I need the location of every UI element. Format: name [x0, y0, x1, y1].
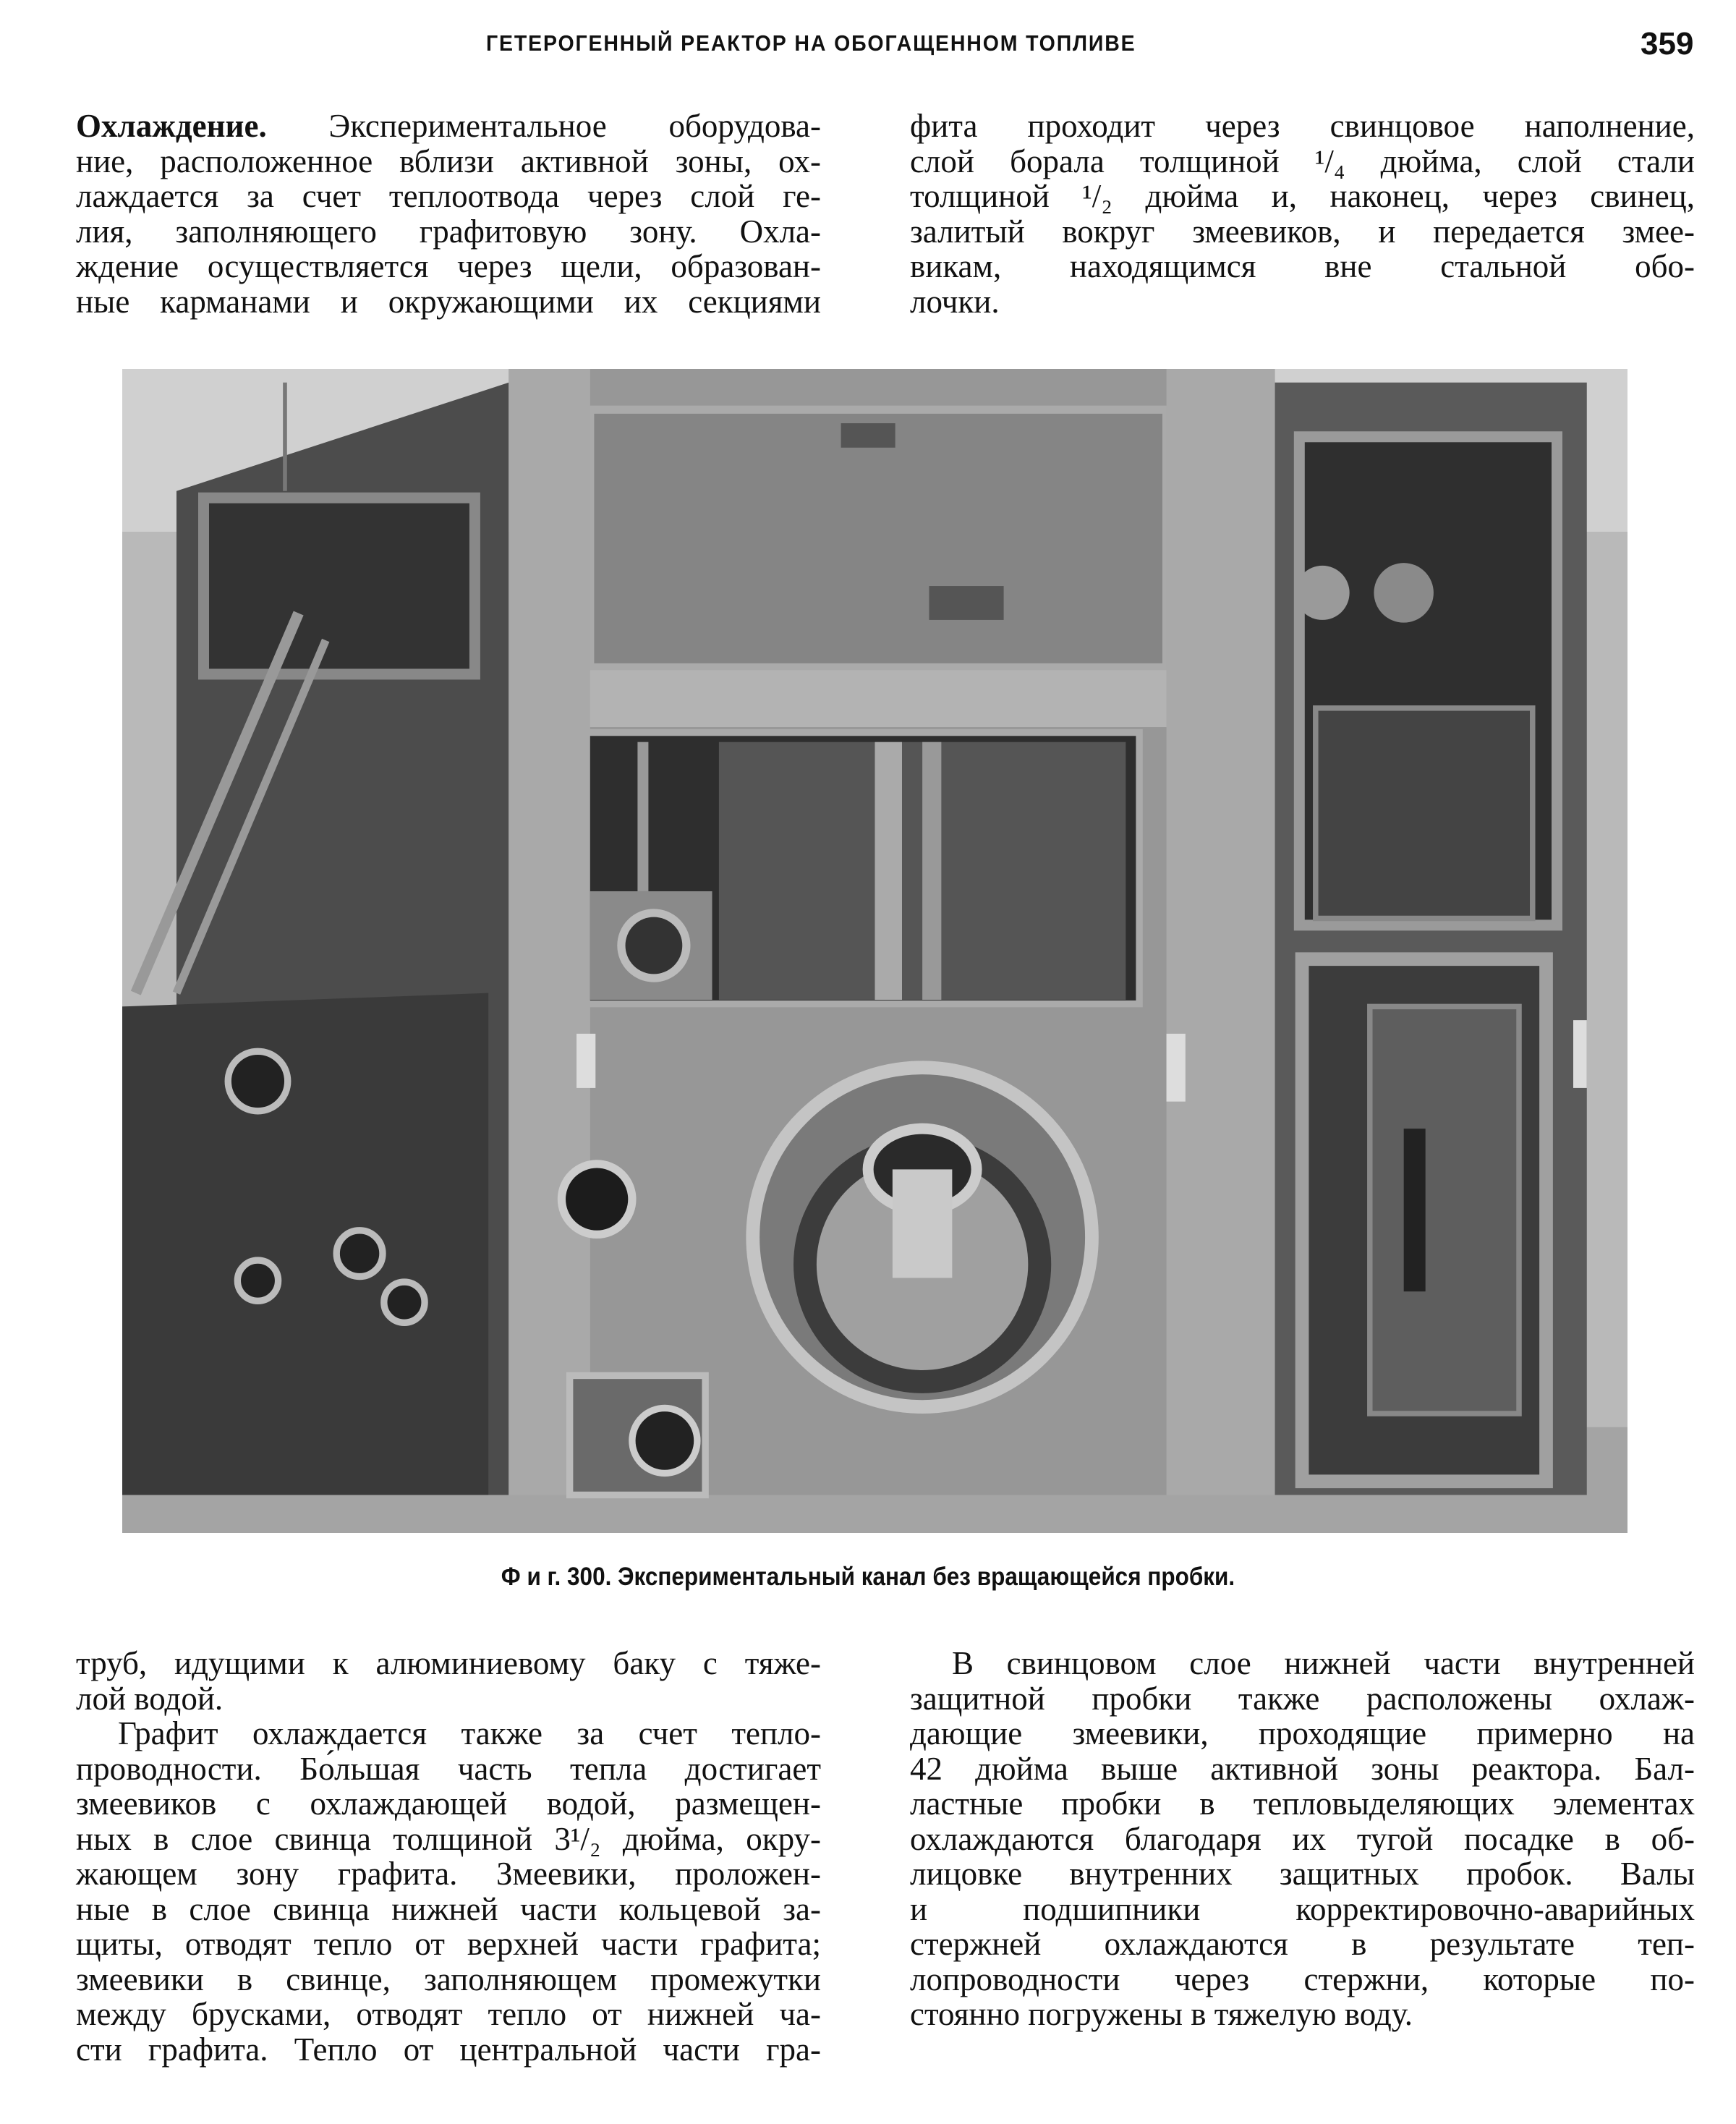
reactor-photo-image — [122, 369, 1628, 1533]
text-line: проводности. Бо́льшая часть тепла достигает — [76, 1750, 821, 1787]
text-line: жающем зону графита. Змеевики, проложен- — [76, 1856, 821, 1892]
text-line: толщиной ¹/₂ дюйма и, наконец, через свинец, — [910, 178, 1695, 214]
page-number: 359 — [1641, 26, 1694, 61]
text-line: защитной пробки также расположены охлаж- — [910, 1680, 1695, 1717]
text-line: ные в слое свинца нижней части кольцевой за- — [76, 1890, 821, 1927]
text-line: стоянно погружены в тяжелую воду. — [910, 1996, 1413, 2032]
text-line: викам, находящимся вне стальной обо- — [910, 248, 1695, 284]
text-line: змеевики в свинце, заполняющем промежутки — [76, 1961, 821, 1997]
text-line: и подшипники корректировочно-аварийных — [910, 1890, 1695, 1927]
figure-caption: Ф и г. 300. Экспериментальный канал без вращающейся пробки. — [501, 1563, 1235, 1591]
top-right-column — [910, 109, 1695, 319]
reactor-photo — [122, 369, 1628, 1533]
text-line: залитый вокруг змеевиков, и передается змее- — [910, 213, 1695, 250]
text-line: ластные пробки в тепловыделяющих элементах — [910, 1785, 1695, 1822]
text-line: труб, идущими к алюминиевому баку с тяже- — [76, 1645, 821, 1681]
text-line: сти графита. Тепло от центральной части гра- — [76, 2031, 821, 2068]
text-line: лочки. — [910, 283, 1000, 320]
text-line: змеевиков с охлаждающей водой, размещен- — [76, 1785, 821, 1822]
bottom-right-column — [910, 1646, 1695, 2032]
text-line: лой водой. — [76, 1680, 224, 1717]
text-line: ные карманами и окружающими их секциями — [76, 283, 821, 320]
text-line: Графит охлаждается также за счет тепло- — [118, 1715, 821, 1751]
text-line: лия, заполняющего графитовую зону. Охла- — [76, 213, 821, 250]
section-heading: Охлаждение. — [76, 108, 267, 144]
text-line: В свинцовом слое нижней части внутренней — [952, 1645, 1695, 1681]
text-line: ных в слое свинца толщиной 3¹/₂ дюйма, окру- — [76, 1820, 821, 1857]
text-line: дающие змеевики, проходящие примерно на — [910, 1715, 1695, 1751]
text-line: охлаждаются благодаря их тугой посадке в об- — [910, 1820, 1695, 1857]
running-head — [0, 26, 1736, 62]
text-line — [76, 109, 821, 144]
text-line: ждение осуществляется через щели, образован- — [76, 248, 821, 284]
running-title: ГЕТЕРОГЕННЫЙ РЕАКТОР НА ОБОГАЩЕННОМ ТОПЛИВЕ — [486, 30, 1136, 56]
text-line: ние, расположенное вблизи активной зоны, ох- — [76, 143, 821, 179]
text-line: щиты, отводят тепло от верхней части графита; — [76, 1926, 821, 1962]
text-line: 42 дюйма выше активной зоны реактора. Бал- — [910, 1750, 1695, 1787]
text-line: лаждается за счет теплоотвода через слой ге- — [76, 178, 821, 214]
text-line: стержней охлаждаются в результате теп- — [910, 1926, 1695, 1962]
text-line: слой борала толщиной ¹/₄ дюйма, слой стали — [910, 143, 1695, 179]
bottom-left-column — [76, 1646, 821, 2067]
text-line: лицовке внутренних защитных пробок. Валы — [910, 1856, 1695, 1892]
text-line: фита проходит через свинцовое наполнение, — [910, 108, 1695, 144]
text-line: между брусками, отводят тепло от нижней ча- — [76, 1996, 821, 2032]
top-left-column — [76, 109, 821, 319]
text-line: лопроводности через стержни, которые по- — [910, 1961, 1695, 1997]
text-fragment: Экспериментальное оборудова- — [266, 108, 821, 144]
